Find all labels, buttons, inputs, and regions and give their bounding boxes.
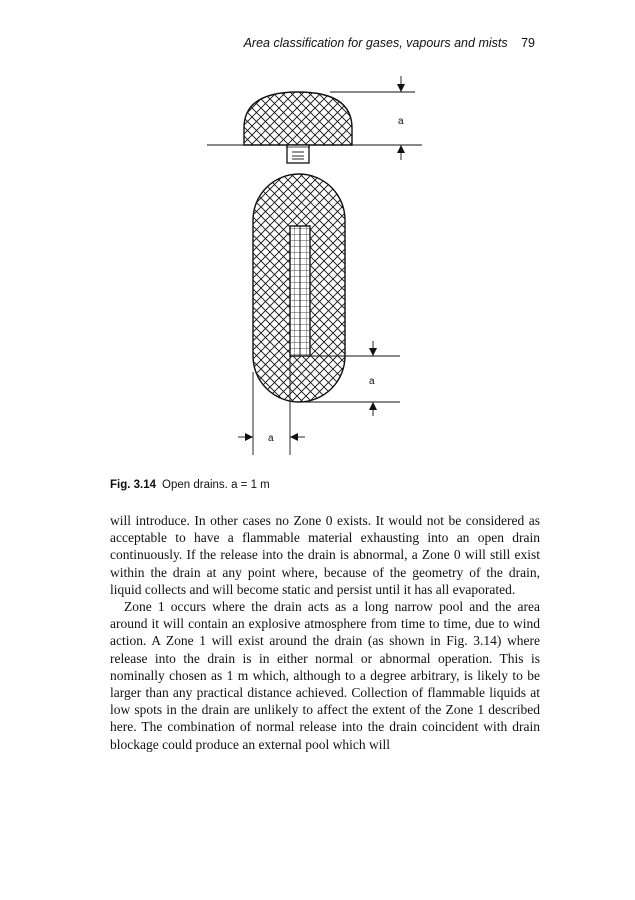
body-text	[110, 512, 540, 753]
figure-caption-text: Open drains. a = 1 m	[162, 479, 270, 491]
dimension-top-label: a	[398, 116, 404, 127]
dimension-right-label: a	[369, 376, 375, 387]
figure-label: Fig. 3.14	[110, 479, 157, 491]
paragraph-2: Zone 1 occurs where the drain acts as a long narrow pool and the area around it will contain an explosive atmosphere from time to time, due to wind action. A Zone 1 will exist around the drain (as shown in Fig. 3.14) where release into the drain is in either normal or abnormal operation. This is nominally chosen as 1 m which, although to a degree arbitrary, is likely to be larger than any practical distance achieved. Collection of flammable liquids at low spots in the drain are unlikely to affect the extent of the Zone 1 described here. The combination of normal release into the drain coincident with drain blockage could produce an external pool which will	[110, 599, 540, 752]
section-view	[207, 92, 422, 163]
paragraph-1: will introduce. In other cases no Zone 0 exists. It would not be considered as acceptable to have a flammable material exhausting into an open drain continuously. If the release into the drain is abnormal, a Zone 0 will still exist within the drain at any point where, because of the geometry of the drain, liquid collects and will become static and persist until it has all evaporated.	[110, 513, 540, 597]
dimension-bottom-label: a	[268, 433, 274, 444]
drain-channel-section	[287, 145, 309, 163]
figure-caption	[110, 479, 270, 491]
plan-view	[253, 174, 345, 402]
page-number: 79	[521, 36, 535, 50]
running-title: Area classification for gases, vapours and mists	[243, 36, 508, 50]
zone-dome	[244, 92, 352, 145]
